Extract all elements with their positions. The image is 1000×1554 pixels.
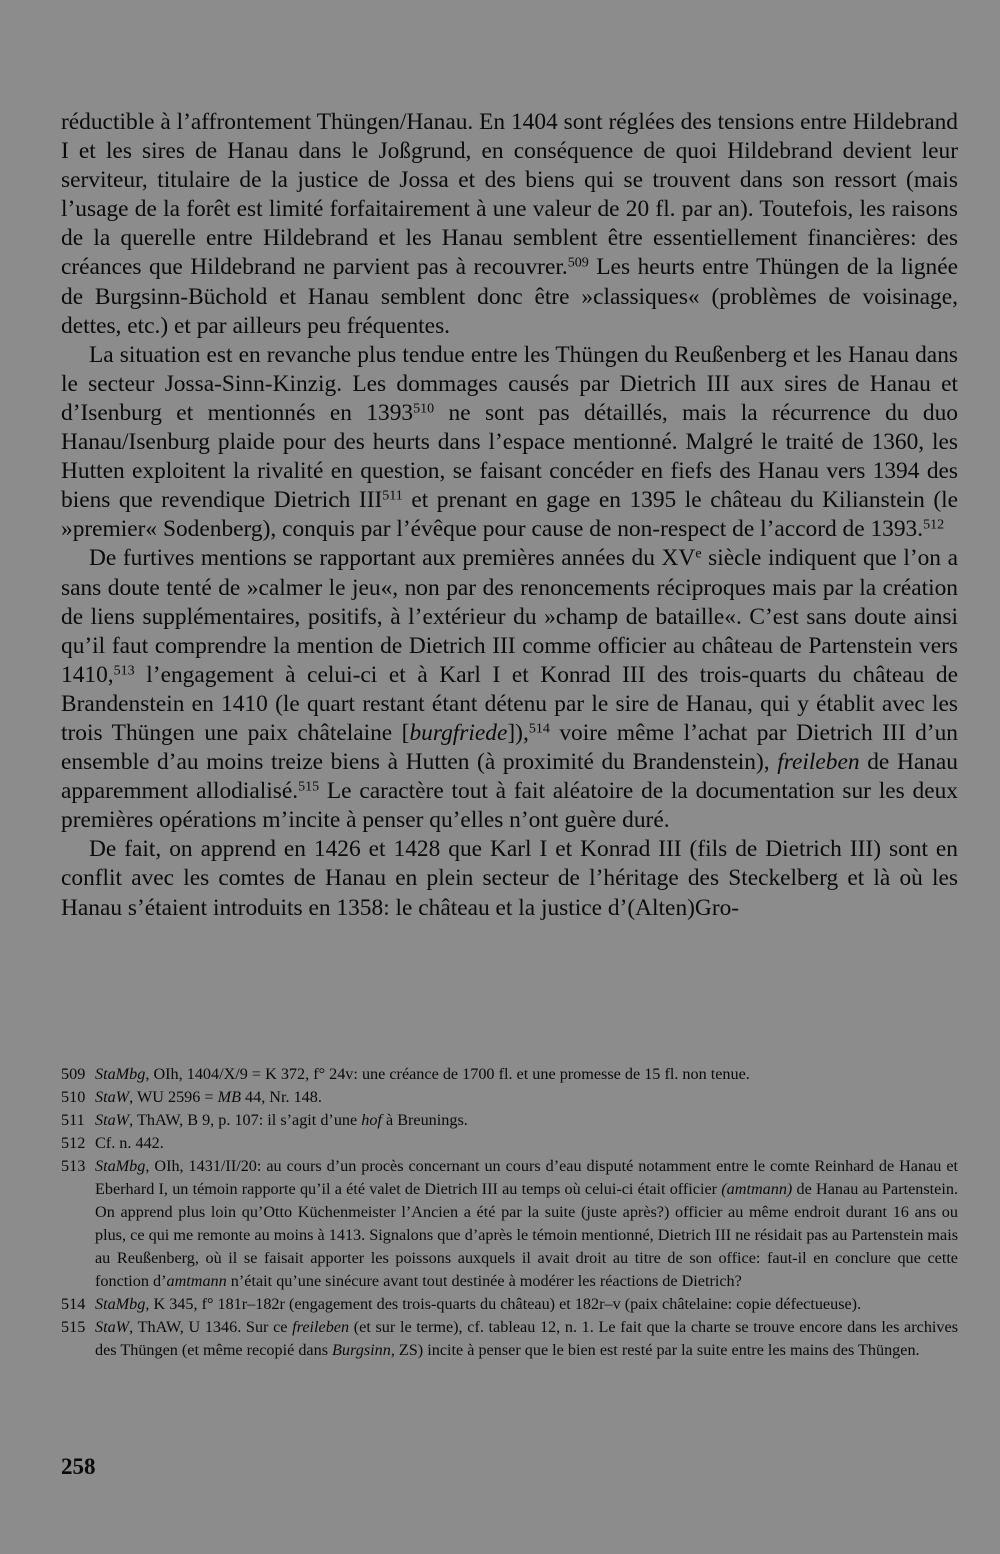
text-run: voire même l’achat par Dietrich III d’un ensemble d’au moins treize biens à Hutten (à proximité du Brandenstein), xyxy=(61,719,958,776)
italic-text: freileben xyxy=(777,749,860,776)
text-run: , OIh, 1404/X/9 = K 372, f° 24v: une créance de 1700 fl. et une promesse de 15 fl. non tenue. xyxy=(145,1065,750,1083)
italic-text: StaW xyxy=(95,1318,130,1336)
footnote-text xyxy=(95,1155,958,1293)
text-run: à Breunings. xyxy=(381,1111,468,1129)
italic-text: StaW xyxy=(95,1088,130,1106)
paragraph xyxy=(61,108,958,341)
footnote-text xyxy=(95,1316,958,1362)
footnote-number: 512 xyxy=(61,1134,86,1152)
footnote-number: 509 xyxy=(61,1065,86,1083)
text-run: siècle indiquent que l’on a sans doute tenté de »calmer le jeu«, non par des renoncements réciproques mais par la création de liens supplémentaires, positifs, à l’extérieur du »champ de bataille«. C’est sans doute ainsi qu’il faut comprendre la mention de Dietrich III comme officier au château de Partenstein vers 1410, xyxy=(61,545,958,688)
note-reference: 513 xyxy=(113,662,135,679)
text-run: réductible à l’affrontement Thüngen/Hanau. En 1404 sont réglées des tensions entre Hildebrand I et les sires de Hanau dans le Joßgrund, en conséquence de quoi Hildebrand devient leur serviteur, titulaire de la justice de Jossa et des biens qui se trouvent dans son ressort (mais l’usage de la forêt est limité forfaitairement à une valeur de 20 fl. par an). Toutefois, les raisons de la querelle entre Hildebrand et les Hanau semblent être essentiellement financières: des créances que Hildebrand ne parvient pas à recouvrer. xyxy=(61,109,958,281)
text-run: et prenant en gage en 1395 le château du Kilianstein (le »premier« Sodenberg), conquis par l’évêque pour cause de non-respect de l’accord de 1393. xyxy=(61,487,959,543)
italic-text: StaMbg xyxy=(95,1157,146,1175)
italic-text: (amtmann) xyxy=(721,1180,793,1198)
note-reference: 509 xyxy=(567,254,589,271)
text-run: , K 345, f° 181r–182r (engagement des trois-quarts du château) et 182r–v (paix châtelaine: copie défectueuse). xyxy=(145,1295,862,1313)
footnote-text xyxy=(95,1132,958,1155)
text-run: De fait, on apprend en 1426 et 1428 que Karl I et Konrad III (fils de Dietrich III) sont en conflit avec les comtes de Hanau en plein secteur de l’héritage des Steckelberg et là où les Hanau s’étaient introduits en 1358: le château et la justice d’(Alten)Gro- xyxy=(61,836,958,921)
footnote xyxy=(61,1063,958,1086)
footnote xyxy=(61,1086,958,1109)
text-run: La situation est en revanche plus tendue entre les Thüngen du Reußenberg et les Hanau dans le secteur Jossa-Sinn-Kinzig. Les dommages causés par Dietrich III aux sires de Hanau et d’Isenburg et mentionnés en 1393 xyxy=(61,341,958,426)
paragraph xyxy=(61,835,958,922)
italic-text: Burgsinn xyxy=(332,1341,391,1359)
text-run: , ThAW, B 9, p. 107: il s’agit d’une xyxy=(129,1111,362,1129)
italic-text: burgfriede xyxy=(409,719,508,746)
footnote-number: 511 xyxy=(61,1111,85,1129)
text-run: de Hanau au Partenstein. On apprend plus loin qu’Otto Küchenmeister l’Ancien a été par la suite (juste après?) officier au même endroit durant 16 ans ou plus, ce qui me remonte au moins à 1413. Signalons que d’après le témoin mentionné, Dietrich III ne résidait pas au Partenstein mais au Reußenberg, où il se faisait apporter les poissons auxquels il avait droit au titre de son office: faut-il en conclure que cette fonction d’ xyxy=(95,1180,958,1290)
text-run: 44, Nr. 148. xyxy=(240,1088,322,1106)
text-run: de Hanau apparemment allodialisé. xyxy=(61,749,958,805)
note-reference: 514 xyxy=(528,720,550,737)
footnote-text xyxy=(95,1109,958,1132)
paragraph xyxy=(61,341,958,545)
footnotes xyxy=(61,1063,958,1362)
main-text xyxy=(61,108,958,923)
footnote-number: 514 xyxy=(61,1295,86,1313)
text-run: , ThAW, U 1346. Sur ce xyxy=(129,1318,293,1336)
text-run: l’engagement à celui-ci et à Karl I et Konrad III des trois-quarts du château de Brandenstein en 1410 (le quart restant étant détenu par le sire de Hanau, qui y établit avec les trois Thüngen une paix châtelaine [ xyxy=(61,661,958,746)
italic-text: StaMbg xyxy=(95,1065,146,1083)
text-run: De furtives mentions se rapportant aux premières années du XV xyxy=(89,545,696,572)
italic-text: StaW xyxy=(95,1111,130,1129)
text-run: , WU 2596 = xyxy=(129,1088,218,1106)
text-run: , ZS) incite à penser que le bien est resté par la suite entre les mains des Thüngen. xyxy=(390,1341,920,1359)
footnote-text xyxy=(95,1063,958,1086)
text-run: ]), xyxy=(507,719,529,746)
footnote xyxy=(61,1132,958,1155)
footnote-number: 510 xyxy=(61,1088,86,1106)
paragraph xyxy=(61,544,958,835)
footnote xyxy=(61,1316,958,1362)
note-reference: 515 xyxy=(298,778,320,795)
italic-text: hof xyxy=(361,1111,382,1129)
note-reference: 512 xyxy=(923,516,945,533)
footnote-number: 515 xyxy=(61,1318,86,1336)
footnote-number: 513 xyxy=(61,1157,86,1175)
text-run: n’était qu’une sinécure avant tout destinée à modérer les réactions de Dietrich? xyxy=(226,1272,742,1290)
footnote xyxy=(61,1155,958,1293)
footnote xyxy=(61,1109,958,1132)
text-run: , OIh, 1431/II/20: au cours d’un procès concernant un cours d’eau disputé notamment entre le comte Reinhard de Hanau et Eberhard I, un témoin rapporte qu’il a été valet de Dietrich III au temps où celui-ci était officier xyxy=(95,1157,958,1198)
italic-text: MB xyxy=(217,1088,241,1106)
footnote-text xyxy=(95,1086,958,1109)
text-run: (et sur le terme), cf. tableau 12, n. 1. Le fait que la charte se trouve encore dans les archives des Thüngen (et même recopié dans xyxy=(95,1318,958,1359)
page-number: 258 xyxy=(61,1454,96,1479)
note-reference: 510 xyxy=(413,400,435,417)
italic-text: amtmann xyxy=(166,1272,227,1290)
text-run: Cf. n. 442. xyxy=(95,1134,164,1152)
note-reference: e xyxy=(695,545,702,562)
italic-text: freileben xyxy=(292,1318,350,1336)
italic-text: StaMbg xyxy=(95,1295,146,1313)
text-run: ne sont pas détaillés, mais la récurrence du duo Hanau/Isenburg plaide pour des heurts dans l’espace mentionné. Malgré le traité de 1360, les Hutten exploitent la rivalité en question, se faisant concéder en fiefs des Hanau vers 1394 des biens que revendique Dietrich III xyxy=(61,399,958,514)
footnote-text xyxy=(95,1293,958,1316)
text-run: Le caractère tout à fait aléatoire de la documentation sur les deux premières opérations m’incite à penser qu’elles n’ont guère duré. xyxy=(61,778,958,834)
footnote xyxy=(61,1293,958,1316)
note-reference: 511 xyxy=(382,487,403,504)
text-run: Les heurts entre Thüngen de la lignée de Burgsinn-Büchold et Hanau semblent donc être »classiques« (problèmes de voisinage, dettes, etc.) et par ailleurs peu fréquentes. xyxy=(61,254,959,339)
